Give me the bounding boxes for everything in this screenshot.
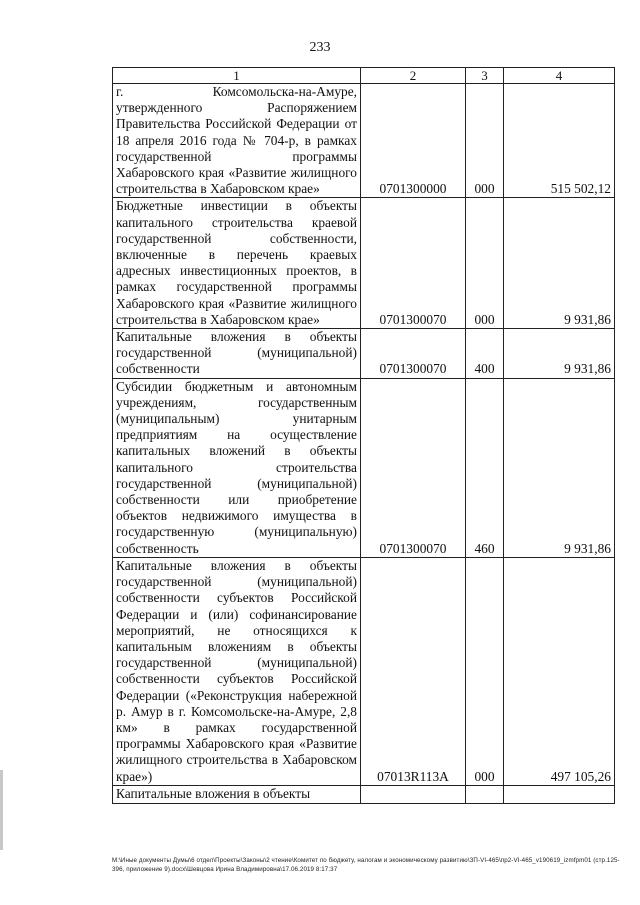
row-description: Капитальные вложения в объекты государственной (муниципальной) собственности — [113, 329, 361, 379]
table-row — [113, 378, 615, 557]
row-code: 0701300070 — [361, 329, 466, 379]
row-type: 000 — [466, 198, 504, 329]
row-code: 0701300000 — [361, 84, 466, 198]
row-description: Субсидии бюджетным и автономным учреждениям, государственным (муниципальным) унитарным предприятиям на осуществление капитальных вложений в объекты капитального строительства государственной (муниципальной) собственности или приобретение объектов недвижимого имущества в государственную (муниципальную) собственность — [113, 378, 361, 557]
row-code: 07013R113A — [361, 557, 466, 785]
header-col-4: 4 — [504, 68, 615, 84]
table-row — [113, 84, 615, 198]
table-row — [113, 198, 615, 329]
row-type — [466, 785, 504, 803]
row-description: Капитальные вложения в объекты — [113, 785, 361, 803]
row-code — [361, 785, 466, 803]
row-amount: 497 105,26 — [504, 557, 615, 785]
row-type: 460 — [466, 378, 504, 557]
header-col-3: 3 — [466, 68, 504, 84]
row-amount: 9 931,86 — [504, 378, 615, 557]
header-row — [113, 68, 615, 84]
header-col-1: 1 — [113, 68, 361, 84]
row-code: 0701300070 — [361, 198, 466, 329]
header-col-2: 2 — [361, 68, 466, 84]
row-type: 000 — [466, 557, 504, 785]
row-description: Капитальные вложения в объекты государственной (муниципальной) собственности субъектов Российской Федерации и (или) софинансирование мероприятий, не относящихся к капитальным вложениям в объекты государственной (муниципальной) собственности субъектов Российской Федерации («Реконструкция набережной р. Амур в г. Комсомольске-на-Амуре, 2,8 км» в рамках государственной программы Хабаровского края «Развитие жилищного строительства в Хабаровском крае») — [113, 557, 361, 785]
table-row — [113, 557, 615, 785]
row-type: 000 — [466, 84, 504, 198]
scan-edge-mark — [0, 770, 3, 850]
file-path-footer: M:\Иные документы Думы\6 отдел\Проекты\Законы\2 чтение\Комитет по бюджету, налогам и экономическому развитию\ЗП-VI-465\пр2-VI-465_v190619_izmfpm01 (стр.125-396, приложение 9).docx\Шевцова Ирина Владимировна\17.06.2019 8:17:37 — [112, 857, 620, 873]
row-description: Бюджетные инвестиции в объекты капитального строительства краевой государственной собственности, включенные в перечень краевых адресных инвестиционных проектов, в рамках государственной программы Хабаровского края «Развитие жилищного строительства в Хабаровском крае» — [113, 198, 361, 329]
row-code: 0701300070 — [361, 378, 466, 557]
row-amount: 515 502,12 — [504, 84, 615, 198]
table-row — [113, 329, 615, 379]
row-type: 400 — [466, 329, 504, 379]
table-row-partial — [113, 785, 615, 803]
row-amount — [504, 785, 615, 803]
row-description: г. Комсомольска-на-Амуре, утвержденного Распоряжением Правительства Российской Федерации от 18 апреля 2016 года № 704-р, в рамках государственной программы Хабаровского края «Развитие жилищного строительства в Хабаровском крае» — [113, 84, 361, 198]
row-amount: 9 931,86 — [504, 198, 615, 329]
budget-table — [112, 67, 615, 804]
row-amount: 9 931,86 — [504, 329, 615, 379]
page-number: 233 — [309, 40, 331, 55]
